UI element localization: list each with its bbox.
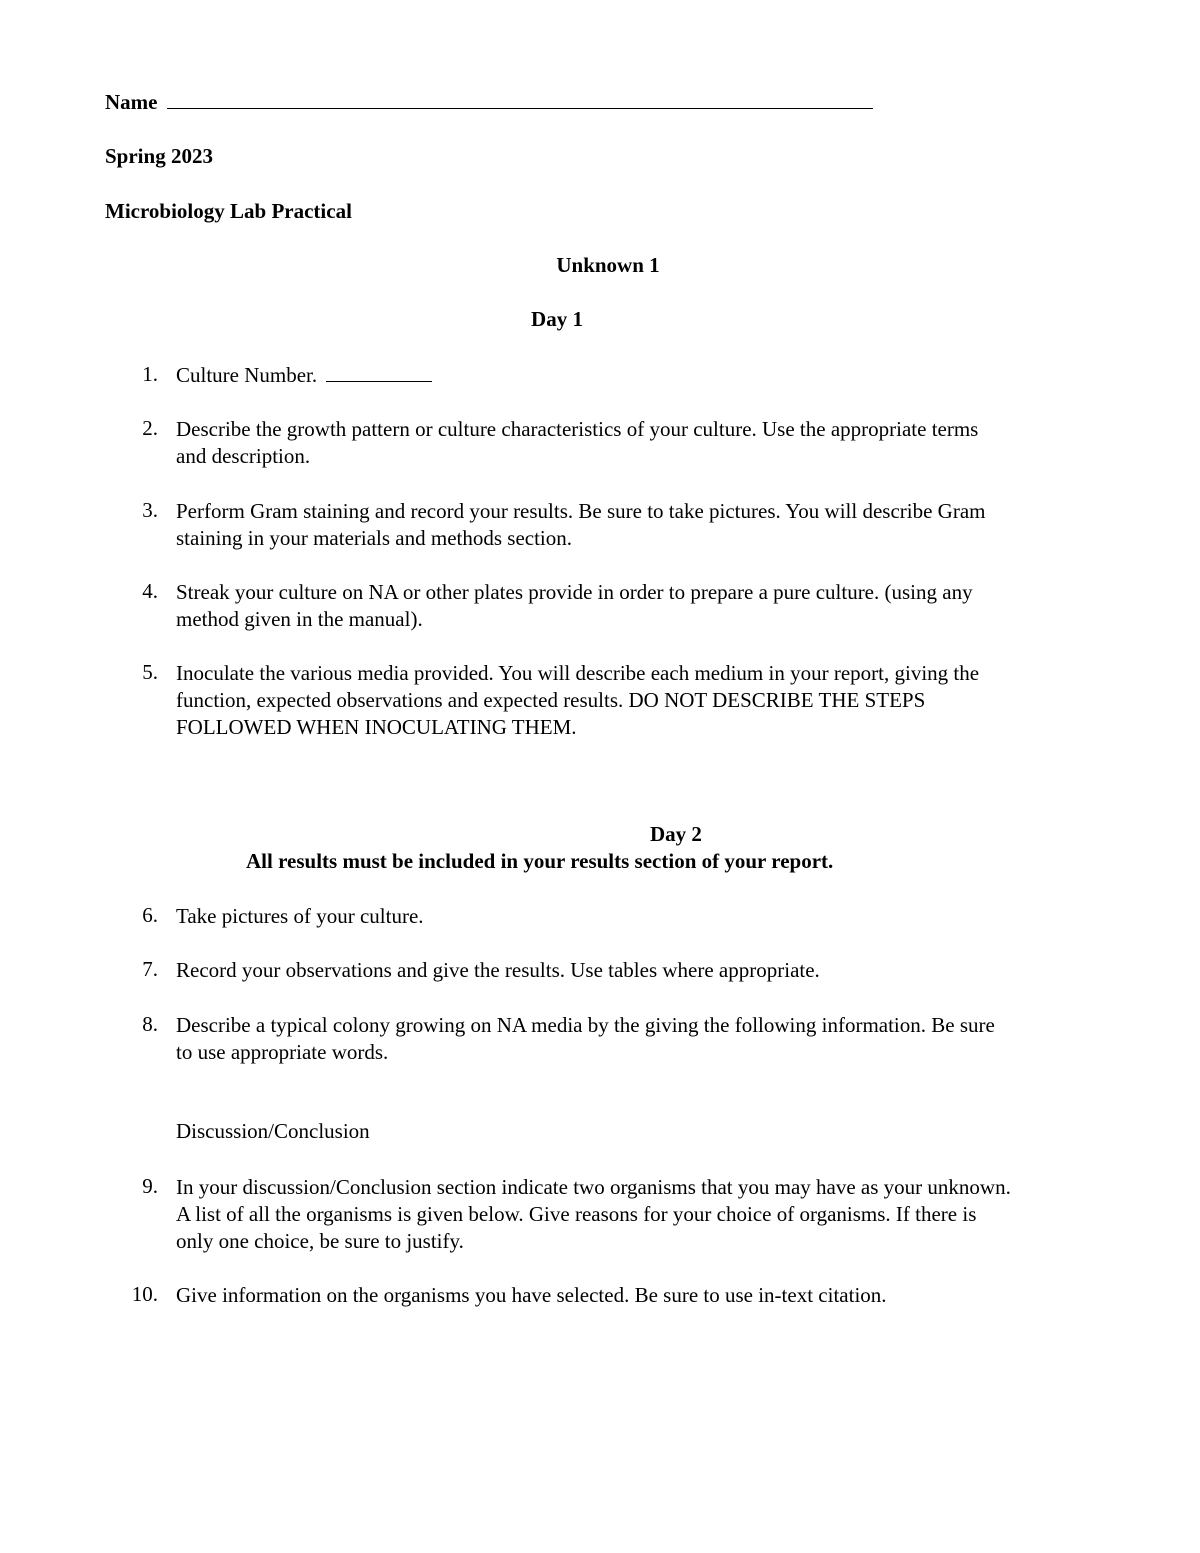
item-inoculate-media (176, 660, 1126, 741)
item-number: 3. (142, 498, 158, 522)
item-number: 4. (142, 579, 158, 603)
unknown-title: Unknown 1 (556, 253, 660, 277)
name-field (105, 90, 873, 115)
name-label: Name (105, 90, 158, 114)
item-number: 2. (142, 416, 158, 440)
discussion-heading: Discussion/Conclusion (176, 1119, 370, 1143)
item-line: A list of all the organisms is given below. Give reasons for your choice of organisms. If there is (176, 1202, 977, 1226)
item-line: Record your observations and give the results. Use tables where appropriate. (176, 958, 820, 982)
item-choose-organisms (176, 1174, 1126, 1255)
item-record-observations (176, 957, 1126, 984)
item-take-pictures (176, 903, 1126, 930)
item-line: Take pictures of your culture. (176, 904, 424, 928)
item-line: Give information on the organisms you have selected. Be sure to use in-text citation. (176, 1283, 887, 1307)
item-line: Describe a typical colony growing on NA media by the giving the following information. Be sure (176, 1013, 995, 1037)
item-growth-pattern (176, 416, 1126, 470)
item-organism-information (176, 1282, 1126, 1309)
name-blank-line[interactable] (167, 92, 873, 109)
item-line: Inoculate the various media provided. You will describe each medium in your report, giving the (176, 661, 980, 685)
item-line: Streak your culture on NA or other plates provide in order to prepare a pure culture. (using any (176, 580, 973, 604)
item-culture-number (176, 362, 1126, 389)
day2-subtitle: All results must be included in your results section of your report. (246, 849, 834, 873)
item-number: 5. (142, 660, 158, 684)
item-line: function, expected observations and expected results. DO NOT DESCRIBE THE STEPS (176, 688, 926, 712)
item-line: method given in the manual). (176, 607, 423, 631)
item-line: to use appropriate words. (176, 1040, 389, 1064)
item-line: Perform Gram staining and record your results. Be sure to take pictures. You will describe Gram (176, 499, 986, 523)
item-line: Describe the growth pattern or culture characteristics of your culture. Use the appropriate terms (176, 417, 979, 441)
item-number: 7. (142, 957, 158, 981)
day1-title: Day 1 (531, 307, 583, 331)
term-label: Spring 2023 (105, 144, 213, 168)
culture-number-blank-line[interactable] (326, 365, 432, 382)
item-text: Culture Number. (176, 363, 318, 387)
item-number: 8. (142, 1012, 158, 1036)
item-number: 6. (142, 903, 158, 927)
item-line: FOLLOWED WHEN INOCULATING THEM. (176, 715, 577, 739)
item-line: and description. (176, 444, 311, 468)
item-gram-staining (176, 498, 1126, 552)
course-title: Microbiology Lab Practical (105, 199, 352, 223)
item-number: 1. (142, 362, 158, 386)
item-line: In your discussion/Conclusion section indicate two organisms that you may have as your unknown. (176, 1175, 1011, 1199)
day2-title: Day 2 (650, 822, 702, 846)
item-number: 10. (131, 1282, 158, 1306)
item-line: only one choice, be sure to justify. (176, 1229, 464, 1253)
item-line: staining in your materials and methods section. (176, 526, 573, 550)
item-streak-culture (176, 579, 1126, 633)
item-number: 9. (142, 1174, 158, 1198)
item-describe-colony (176, 1012, 1126, 1066)
